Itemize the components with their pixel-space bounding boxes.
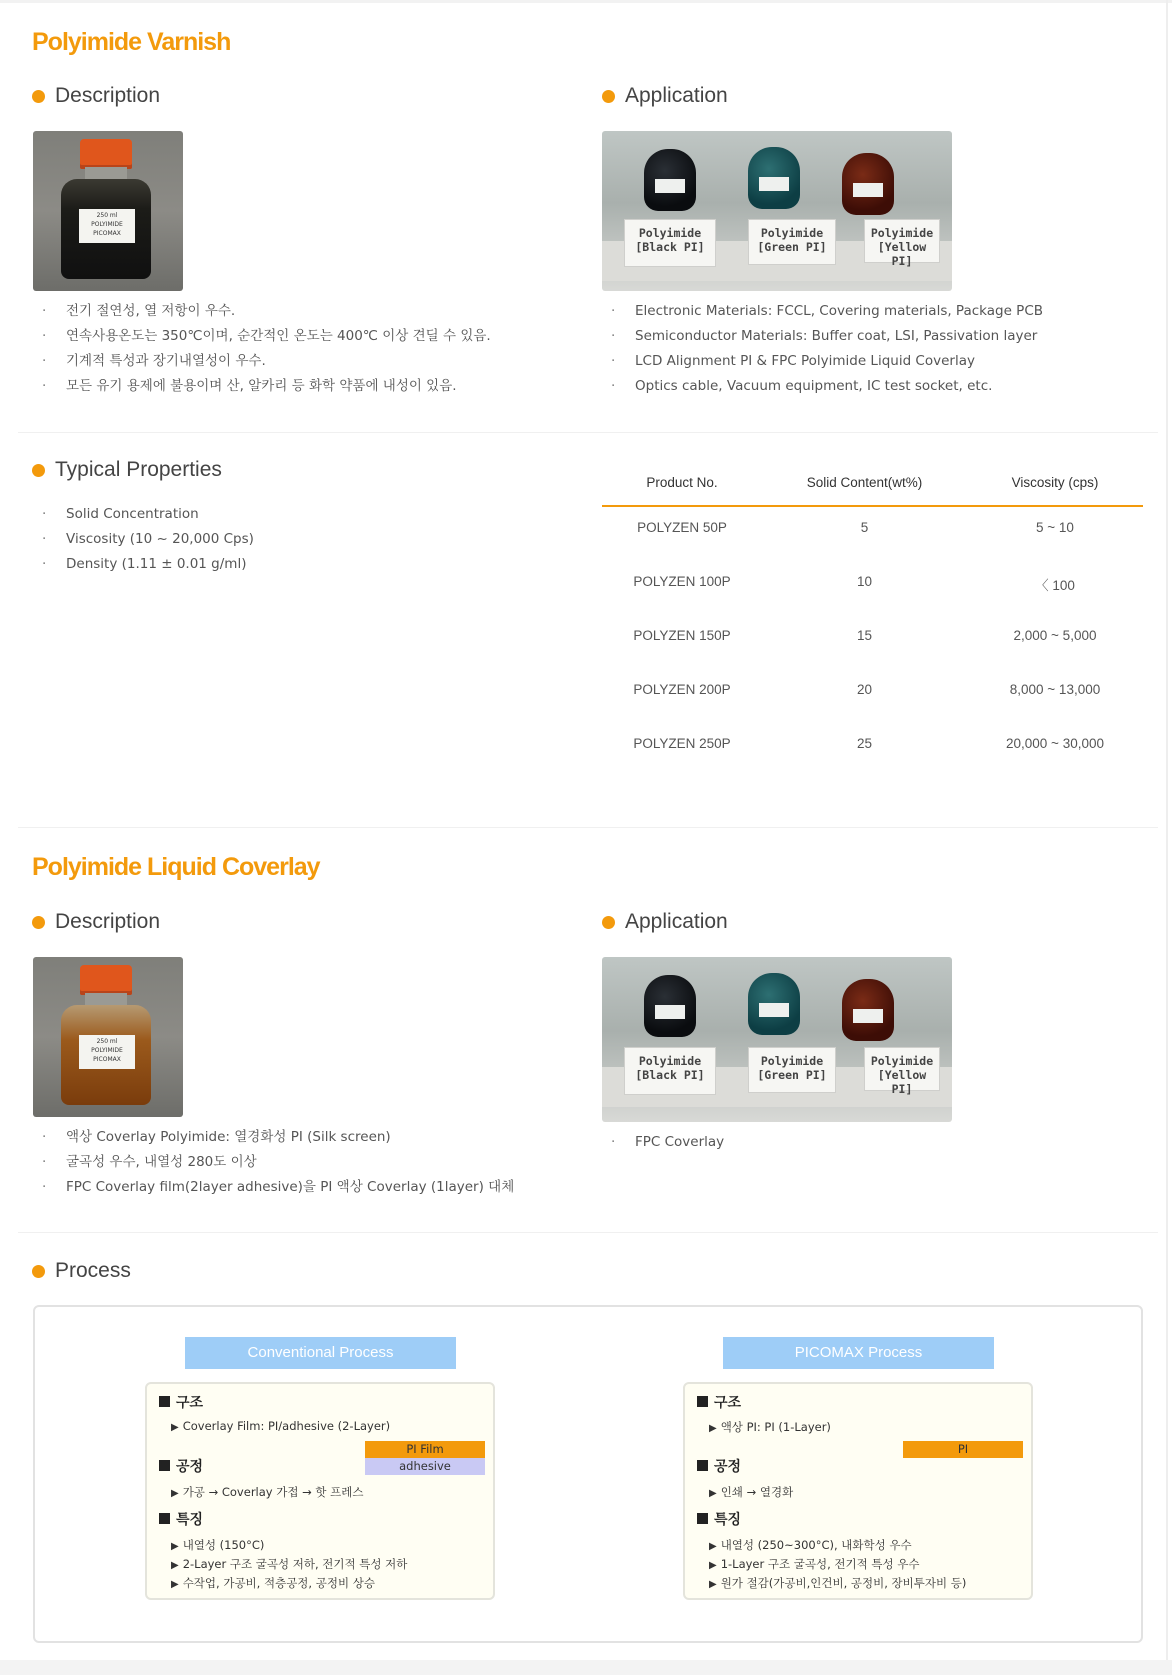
list-item: · Solid Concentration [42, 506, 199, 522]
process-heading: Process [32, 1259, 131, 1283]
bottle-label: 250 ml POLYIMIDE PICOMAX [79, 209, 135, 243]
feature-item: ▶ 원가 절감(가공비,인건비, 공정비, 장비투자비 등) [709, 1576, 967, 1590]
varnish-description-list [42, 299, 491, 399]
triangle-bullet-icon: ▶ [171, 1422, 179, 1433]
triangle-bullet-icon: ▶ [171, 1488, 179, 1499]
bullet-dot-icon [32, 916, 45, 929]
bullet-dot-icon [32, 464, 45, 477]
feature-heading: 특징 [697, 1509, 741, 1529]
bottle-cap [80, 139, 132, 169]
varnish-application-list [611, 299, 1043, 399]
feature-heading: 특징 [159, 1509, 203, 1529]
triangle-bullet-icon: ▶ [709, 1560, 717, 1571]
coverlay-application-list [611, 1130, 724, 1155]
structure-heading: 구조 [159, 1392, 203, 1412]
triangle-bullet-icon: ▶ [171, 1560, 179, 1571]
triangle-bullet-icon: ▶ [709, 1488, 717, 1499]
feature-item: ▶ 수작업, 가공비, 적층공정, 공정비 상승 [171, 1576, 375, 1590]
square-bullet-icon [697, 1460, 708, 1471]
bullet-dot-icon [32, 90, 45, 103]
coverlay-title: Polyimide Liquid Coverlay [32, 853, 320, 881]
structure-item: ▶ Coverlay Film: PI/adhesive (2-Layer) [171, 1419, 391, 1433]
varnish-title: Polyimide Varnish [32, 28, 231, 56]
process-box [33, 1305, 1143, 1643]
table-cell: POLYZEN 250P [633, 736, 731, 751]
section-divider [18, 1232, 1158, 1233]
conventional-process-panel [145, 1382, 495, 1600]
typical-properties-heading: Typical Properties [32, 458, 222, 482]
varnish-bottle-photo [33, 131, 183, 291]
section-divider [18, 827, 1158, 828]
triangle-bullet-icon: ▶ [171, 1579, 179, 1590]
process-step-item: ▶ 인쇄 → 열경화 [709, 1485, 794, 1499]
photo-card-yellow-pi: Polyimide [Yellow PI] [864, 219, 940, 263]
square-bullet-icon [159, 1396, 170, 1407]
list-item: · 기계적 특성과 장기내열성이 우수. [42, 353, 266, 369]
bottle-label: 250 ml POLYIMIDE PICOMAX [79, 1035, 135, 1069]
table-cell: 5 ~ 10 [1036, 520, 1074, 535]
feature-item: ▶ 내열성 (150°C) [171, 1538, 265, 1552]
table-cell: POLYZEN 150P [633, 628, 731, 643]
table-cell: POLYZEN 200P [633, 682, 731, 697]
bottle-cap [80, 965, 132, 995]
photo-card-yellow-pi: Polyimide [Yellow PI] [864, 1047, 940, 1091]
top-border [0, 0, 1172, 3]
list-item: · LCD Alignment PI & FPC Polyimide Liquid Coverlay [611, 353, 975, 369]
list-item: · FPC Coverlay [611, 1134, 725, 1150]
structure-item: ▶ 액상 PI: PI (1-Layer) [709, 1420, 831, 1434]
list-item: · 모든 유기 용제에 불용이며 산, 알카리 등 화학 약품에 내성이 있음. [42, 378, 457, 394]
bottom-band [0, 1660, 1172, 1675]
list-item: · 굴곡성 우수, 내열성 280도 이상 [42, 1154, 257, 1170]
table-header-viscosity: Viscosity (cps) [1011, 475, 1099, 490]
triangle-bullet-icon: ▶ [709, 1541, 717, 1552]
feature-item: ▶ 내열성 (250~300°C), 내화학성 우수 [709, 1538, 912, 1552]
table-cell: 15 [856, 628, 873, 643]
table-cell: 8,000 ~ 13,000 [1009, 682, 1101, 697]
coverlay-description-heading: Description [32, 910, 160, 934]
square-bullet-icon [159, 1460, 170, 1471]
square-bullet-icon [697, 1396, 708, 1407]
table-cell: 10 [856, 574, 873, 589]
adhesive-layer: adhesive [365, 1458, 485, 1475]
picomax-process-banner: PICOMAX Process [723, 1337, 994, 1369]
coverlay-description-list [42, 1125, 514, 1200]
list-item: · Semiconductor Materials: Buffer coat, LSI, Passivation layer [611, 328, 1038, 344]
table-cell: 20,000 ~ 30,000 [1006, 736, 1104, 751]
feature-item: ▶ 2-Layer 구조 굴곡성 저하, 전기적 특성 저하 [171, 1557, 408, 1571]
list-item: · Optics cable, Vacuum equipment, IC test socket, etc. [611, 378, 993, 394]
section-divider [18, 432, 1158, 433]
pi-film-layer: PI Film [365, 1441, 485, 1458]
properties-table [602, 465, 1143, 765]
table-cell: 2,000 ~ 5,000 [1013, 628, 1097, 643]
properties-list [42, 502, 254, 577]
photo-card-black-pi: Polyimide [Black PI] [624, 219, 716, 267]
list-item: · Viscosity (10 ~ 20,000 Cps) [42, 531, 254, 547]
table-header-line [602, 505, 1143, 507]
triangle-bullet-icon: ▶ [709, 1423, 717, 1434]
feature-item: ▶ 1-Layer 구조 굴곡성, 전기적 특성 우수 [709, 1557, 920, 1571]
table-cell: POLYZEN 50P [637, 520, 727, 535]
photo-card-green-pi: Polyimide [Green PI] [748, 1047, 836, 1093]
photo-card-black-pi: Polyimide [Black PI] [624, 1047, 716, 1095]
coverlay-bottle-photo [33, 957, 183, 1117]
coverlay-application-photo [602, 957, 952, 1122]
square-bullet-icon [159, 1513, 170, 1524]
table-cell: 5 [860, 520, 869, 535]
list-item: · 전기 절연성, 열 저항이 우수. [42, 303, 236, 319]
varnish-description-heading: Description [32, 84, 160, 108]
process-step-heading: 공정 [159, 1456, 203, 1476]
triangle-bullet-icon: ▶ [171, 1541, 179, 1552]
table-cell: POLYZEN 100P [633, 574, 731, 589]
conventional-process-banner: Conventional Process [185, 1337, 456, 1369]
varnish-application-heading: Application [602, 84, 728, 108]
bullet-dot-icon [602, 90, 615, 103]
picomax-process-panel [683, 1382, 1033, 1600]
process-step-item: ▶ 가공 → Coverlay 가접 → 핫 프레스 [171, 1485, 364, 1499]
square-bullet-icon [697, 1513, 708, 1524]
list-item: · FPC Coverlay film(2layer adhesive)을 PI 액상 Coverlay (1layer) 대체 [42, 1179, 515, 1195]
varnish-application-photo [602, 131, 952, 291]
bullet-dot-icon [32, 1265, 45, 1278]
bullet-dot-icon [602, 916, 615, 929]
structure-heading: 구조 [697, 1392, 741, 1412]
list-item: · 액상 Coverlay Polyimide: 열경화성 PI (Silk screen) [42, 1129, 391, 1145]
list-item: · 연속사용온도는 350℃이며, 순간적인 온도는 400℃ 이상 견딜 수 있음. [42, 328, 491, 344]
table-cell: 20 [856, 682, 873, 697]
list-item: · Electronic Materials: FCCL, Covering materials, Package PCB [611, 303, 1044, 319]
right-border [1166, 0, 1168, 1675]
table-header-product: Product No. [646, 475, 718, 490]
table-header-solid: Solid Content(wt%) [806, 475, 923, 490]
pi-layer: PI [903, 1441, 1023, 1458]
table-cell: 25 [856, 736, 873, 751]
process-step-heading: 공정 [697, 1456, 741, 1476]
list-item: · Density (1.11 ± 0.01 g/ml) [42, 556, 247, 572]
table-cell: 〈 100 [1035, 578, 1075, 593]
coverlay-application-heading: Application [602, 910, 728, 934]
photo-card-green-pi: Polyimide [Green PI] [748, 219, 836, 265]
triangle-bullet-icon: ▶ [709, 1579, 717, 1590]
